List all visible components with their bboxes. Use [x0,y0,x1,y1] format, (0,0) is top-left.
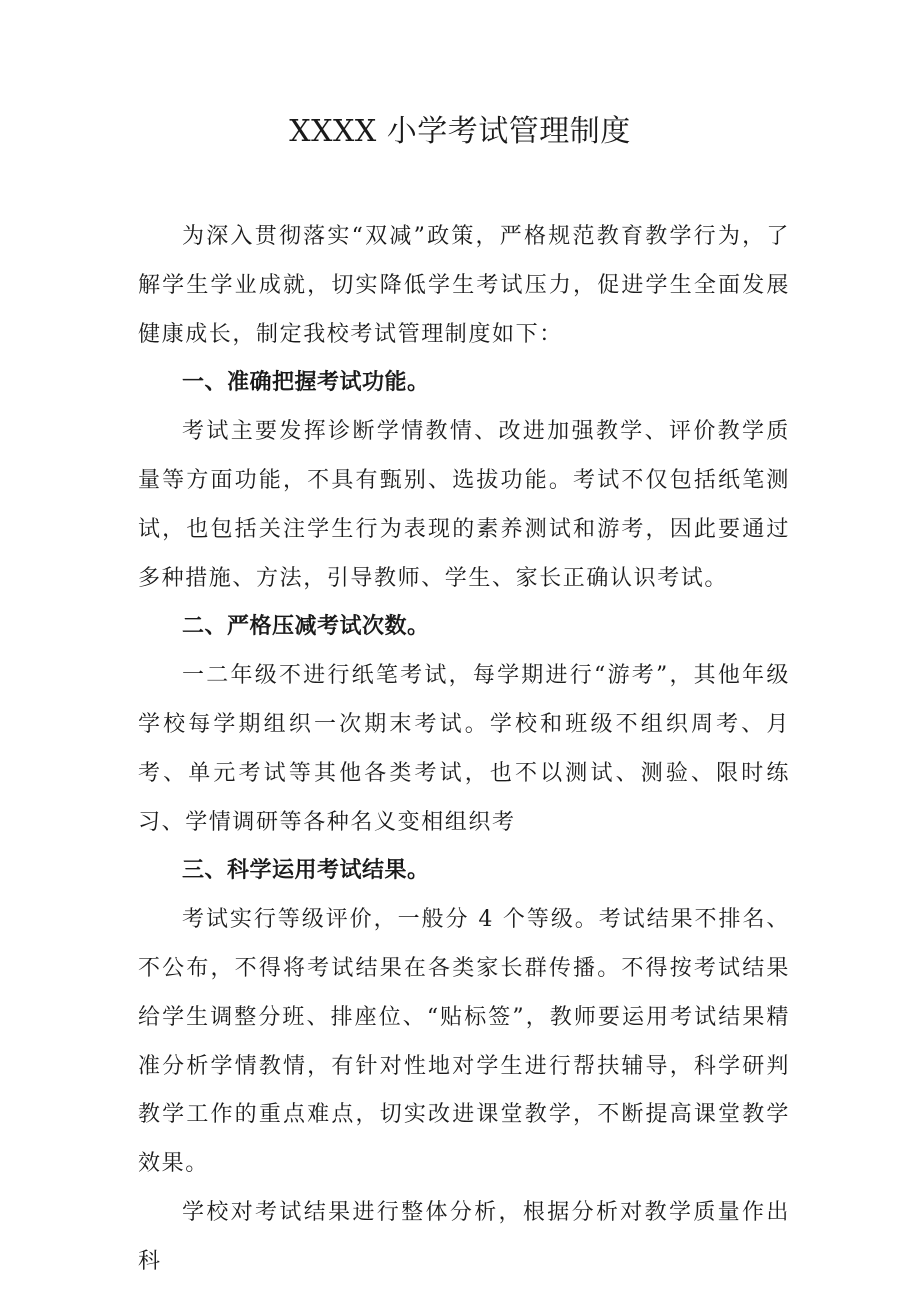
intro-paragraph: 为深入贯彻落实“双减”政策，严格规范教育教学行为，了解学生学业成就，切实降低学生考试压力，促进学生全面发展健康成长，制定我校考试管理制度如下： [138,224,790,347]
document-title: XXXX 小学考试管理制度 [289,114,631,149]
section-3-heading: 三、科学运用考试结果。 [182,858,430,884]
document-body [138,213,790,1287]
section-2-heading: 二、严格压减考试次数。 [182,614,430,640]
section-2-paragraph: 一二年级不进行纸笔考试，每学期进行“游考”，其他年级学校每学期组织一次期末考试。学校和班级不组织周考、月考、单元考试等其他各类考试，也不以测试、测验、限时练习、学情调研等各种名义变相组织考 [138,663,790,835]
section-3-paragraph-2: 学校对考试结果进行整体分析，根据分析对教学质量作出科 [138,1199,790,1274]
section-1-paragraph: 考试主要发挥诊断学情教情、改进加强教学、评价教学质量等方面功能，不具有甄别、选拔功能。考试不仅包括纸笔测试，也包括关注学生行为表现的素养测试和游考，因此要通过多种措施、方法，引导教师、学生、家长正确认识考试。 [138,419,790,591]
section-3-paragraph-1: 考试实行等级评价，一般分 4 个等级。考试结果不排名、不公布，不得将考试结果在各类家长群传播。不得按考试结果给学生调整分班、排座位、“贴标签”，教师要运用考试结果精准分析学情教情，有针对性地对学生进行帮扶辅导，科学研判教学工作的重点难点，切实改进课堂教学，不断提高课堂教学效果。 [138,907,790,1177]
section-1-heading: 一、准确把握考试功能。 [182,370,430,396]
